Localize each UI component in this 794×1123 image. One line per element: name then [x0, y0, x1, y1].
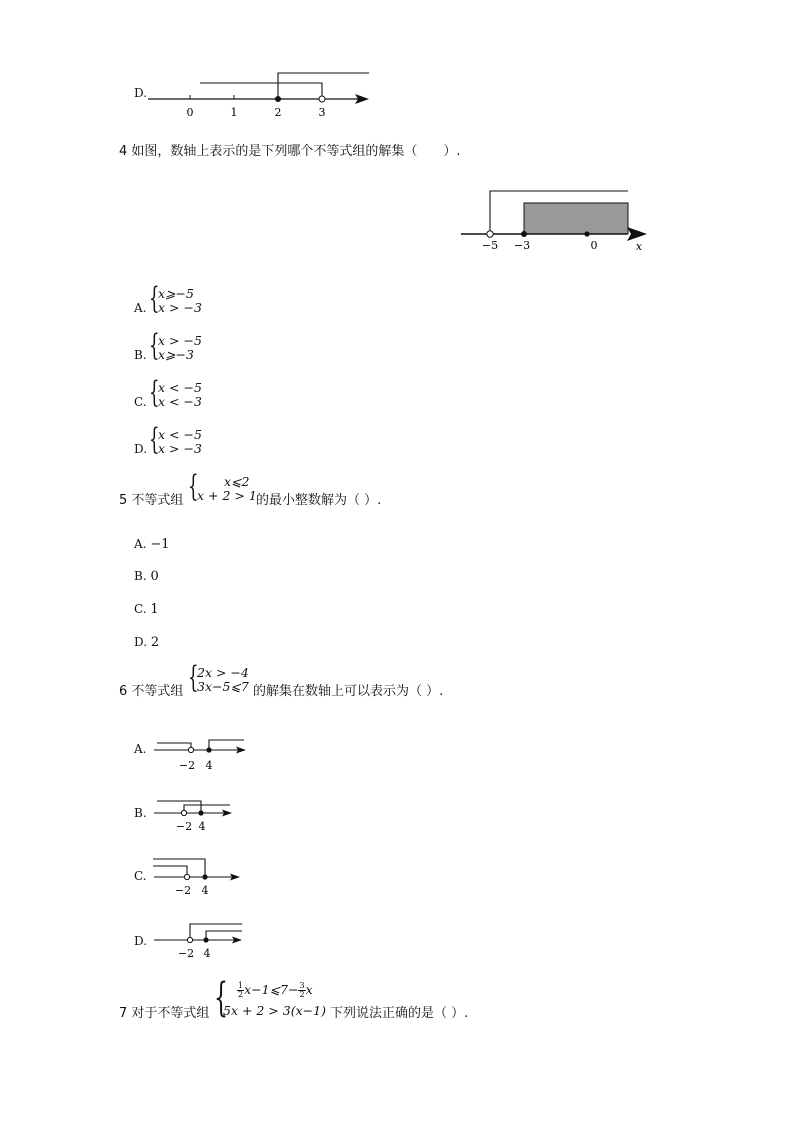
q6-option-a-number-line	[150, 735, 250, 775]
q4-option-c-label: C.	[134, 395, 147, 409]
q6-option-c-label: C.	[134, 869, 147, 883]
tick-label: 1	[230, 106, 238, 119]
q4-option-a-label: A.	[134, 301, 147, 315]
question-number: 4	[119, 144, 128, 159]
q6-option-b-number-line	[150, 798, 250, 838]
q6-option-d-number-line	[150, 918, 250, 964]
q5-system: { x⩽2 x + 2 > 1	[188, 469, 257, 504]
tick-label: −5	[481, 239, 499, 252]
tick-label: −2	[177, 947, 195, 960]
tick-label: 4	[201, 884, 209, 897]
q5-option-c: C. 1	[134, 602, 159, 617]
left-brace: {	[214, 975, 228, 1021]
q5-suffix: 的最小整数解为（ ）.	[256, 493, 382, 508]
open-dot-3	[319, 96, 325, 102]
left-brace: {	[149, 281, 160, 316]
q5-option-d: D. 2	[134, 635, 160, 650]
open-dot-minus5	[487, 231, 493, 237]
closed-dot-minus3	[521, 231, 527, 237]
q5-option-b: B. 0	[134, 569, 159, 584]
left-brace: {	[149, 422, 160, 457]
q6-system: { 2x > −4 3x−5⩽7	[188, 660, 249, 695]
q5-option-a: A. −1	[134, 537, 170, 552]
question-number: 6	[119, 684, 128, 699]
left-brace: {	[149, 375, 160, 410]
q6-option-d-label: D.	[134, 934, 148, 948]
q3-option-d-label: D.	[134, 86, 148, 100]
tick-label: 4	[205, 759, 213, 772]
q6-suffix: 的解集在数轴上可以表示为（ ）.	[253, 684, 444, 699]
q5-stem: 5 不等式组	[119, 493, 184, 508]
tick-label: −3	[513, 239, 531, 252]
tick-label: 4	[198, 820, 206, 833]
q4-option-d-label: D.	[134, 442, 148, 456]
left-brace: {	[149, 328, 160, 363]
q6-option-b-label: B.	[134, 806, 147, 820]
q3-option-d-number-line	[145, 66, 377, 122]
tick-label: 2	[274, 106, 282, 119]
tick-label: 0	[186, 106, 194, 119]
q7-suffix: 下列说法正确的是（ ）.	[330, 1006, 469, 1021]
q7-system: { $\frac{1}{2}$ x−1⩽7− $\frac{3}{2}$ x 5x + 2 > 3(x−1)	[214, 975, 326, 1021]
left-brace: {	[188, 469, 199, 504]
axis-variable: x	[635, 240, 643, 253]
left-brace: {	[188, 660, 199, 695]
tick-label: −2	[178, 759, 196, 772]
tick-label: 3	[318, 106, 326, 119]
tick-label: 4	[203, 947, 211, 960]
tick-label: −2	[174, 884, 192, 897]
q7-stem: 7 对于不等式组	[119, 1006, 210, 1021]
q6-option-c-number-line	[150, 855, 250, 901]
question-text: 如图，数轴上表示的是下列哪个不等式组的解集（ ）.	[131, 144, 461, 159]
tick-label: −2	[175, 820, 193, 833]
q6-option-a-label: A.	[134, 742, 147, 756]
q4-number-line-figure	[455, 183, 655, 255]
q4-option-b-label: B.	[134, 348, 147, 362]
q6-stem: 6 不等式组	[119, 684, 184, 699]
question-number: 7	[119, 1006, 128, 1021]
tick-label: 0	[590, 239, 598, 252]
closed-dot-2	[275, 96, 281, 102]
question-number: 5	[119, 493, 128, 508]
q4-stem	[119, 140, 461, 159]
